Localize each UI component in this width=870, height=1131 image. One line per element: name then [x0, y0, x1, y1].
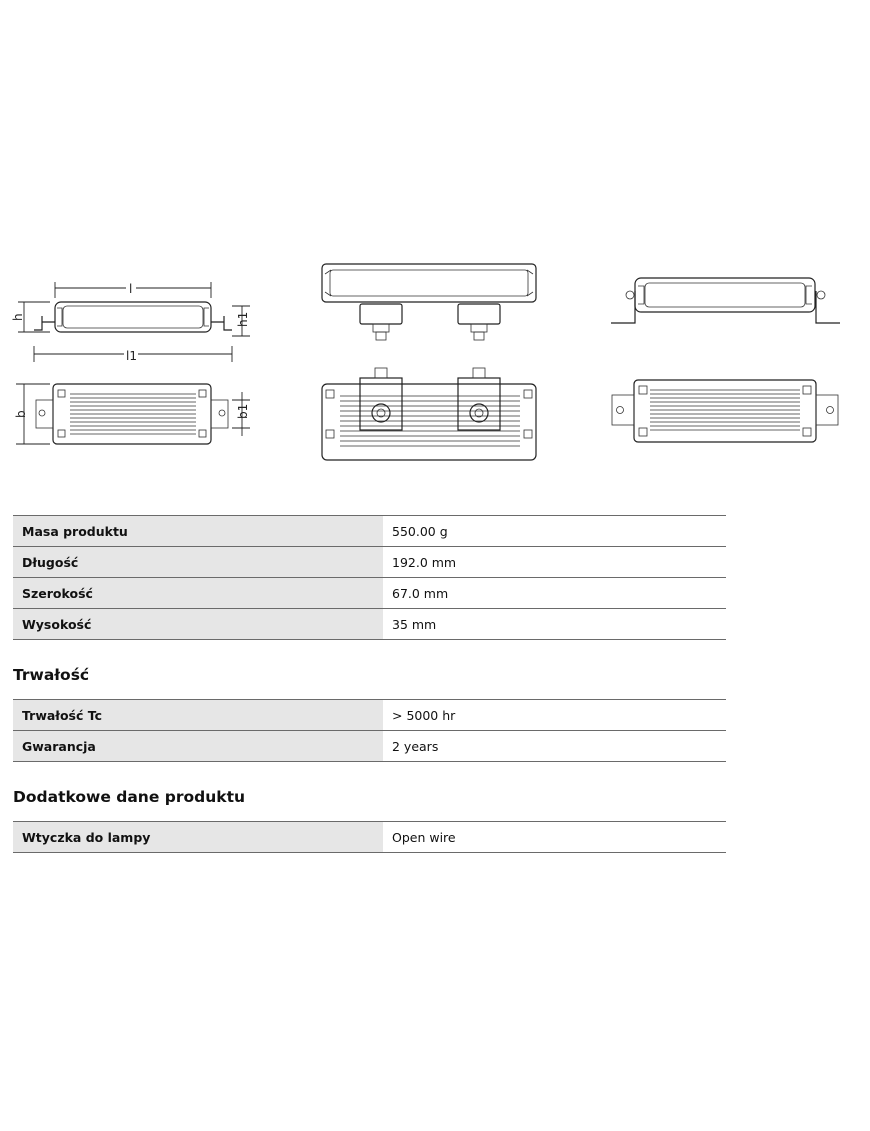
dim-label-b: b: [14, 410, 28, 418]
dim-label-l1: l1: [126, 349, 137, 363]
table-row: [13, 516, 726, 547]
spec-label: Wtyczka do lampy: [13, 822, 383, 853]
additional-data-table: [13, 821, 726, 853]
rear-view-with-mounts: [322, 368, 536, 460]
top-view-dimensioned: [14, 384, 250, 444]
durability-heading: Trwałość: [13, 666, 90, 684]
spec-value: 35 mm: [383, 609, 726, 640]
top-view: [612, 380, 838, 442]
spec-value: > 5000 hr: [383, 700, 726, 731]
spec-label: Gwarancja: [13, 731, 383, 762]
technical-drawings: [0, 250, 870, 480]
spec-label: Szerokość: [13, 578, 383, 609]
spec-label: Trwałość Tc: [13, 700, 383, 731]
dim-label-l: l: [129, 282, 133, 296]
spec-value: Open wire: [383, 822, 726, 853]
side-view-dimensioned: [11, 280, 250, 363]
table-row: [13, 578, 726, 609]
dimensions-table: [13, 515, 726, 640]
front-view-with-mounts: [322, 264, 536, 340]
side-view-brackets: [611, 278, 840, 323]
spec-value: 2 years: [383, 731, 726, 762]
table-row: [13, 700, 726, 731]
table-row: [13, 547, 726, 578]
dim-label-h1: h1: [236, 311, 250, 327]
table-row: [13, 822, 726, 853]
spec-label: Długość: [13, 547, 383, 578]
spec-label: Wysokość: [13, 609, 383, 640]
spec-value: 67.0 mm: [383, 578, 726, 609]
spec-label: Masa produktu: [13, 516, 383, 547]
spec-value: 550.00 g: [383, 516, 726, 547]
dim-label-b1: b1: [236, 403, 250, 419]
dimension-drawing-svg: [0, 250, 870, 480]
additional-data-heading: Dodatkowe dane produktu: [13, 788, 246, 806]
durability-table: [13, 699, 726, 762]
table-row: [13, 609, 726, 640]
dim-label-h: h: [11, 313, 25, 321]
table-row: [13, 731, 726, 762]
spec-value: 192.0 mm: [383, 547, 726, 578]
